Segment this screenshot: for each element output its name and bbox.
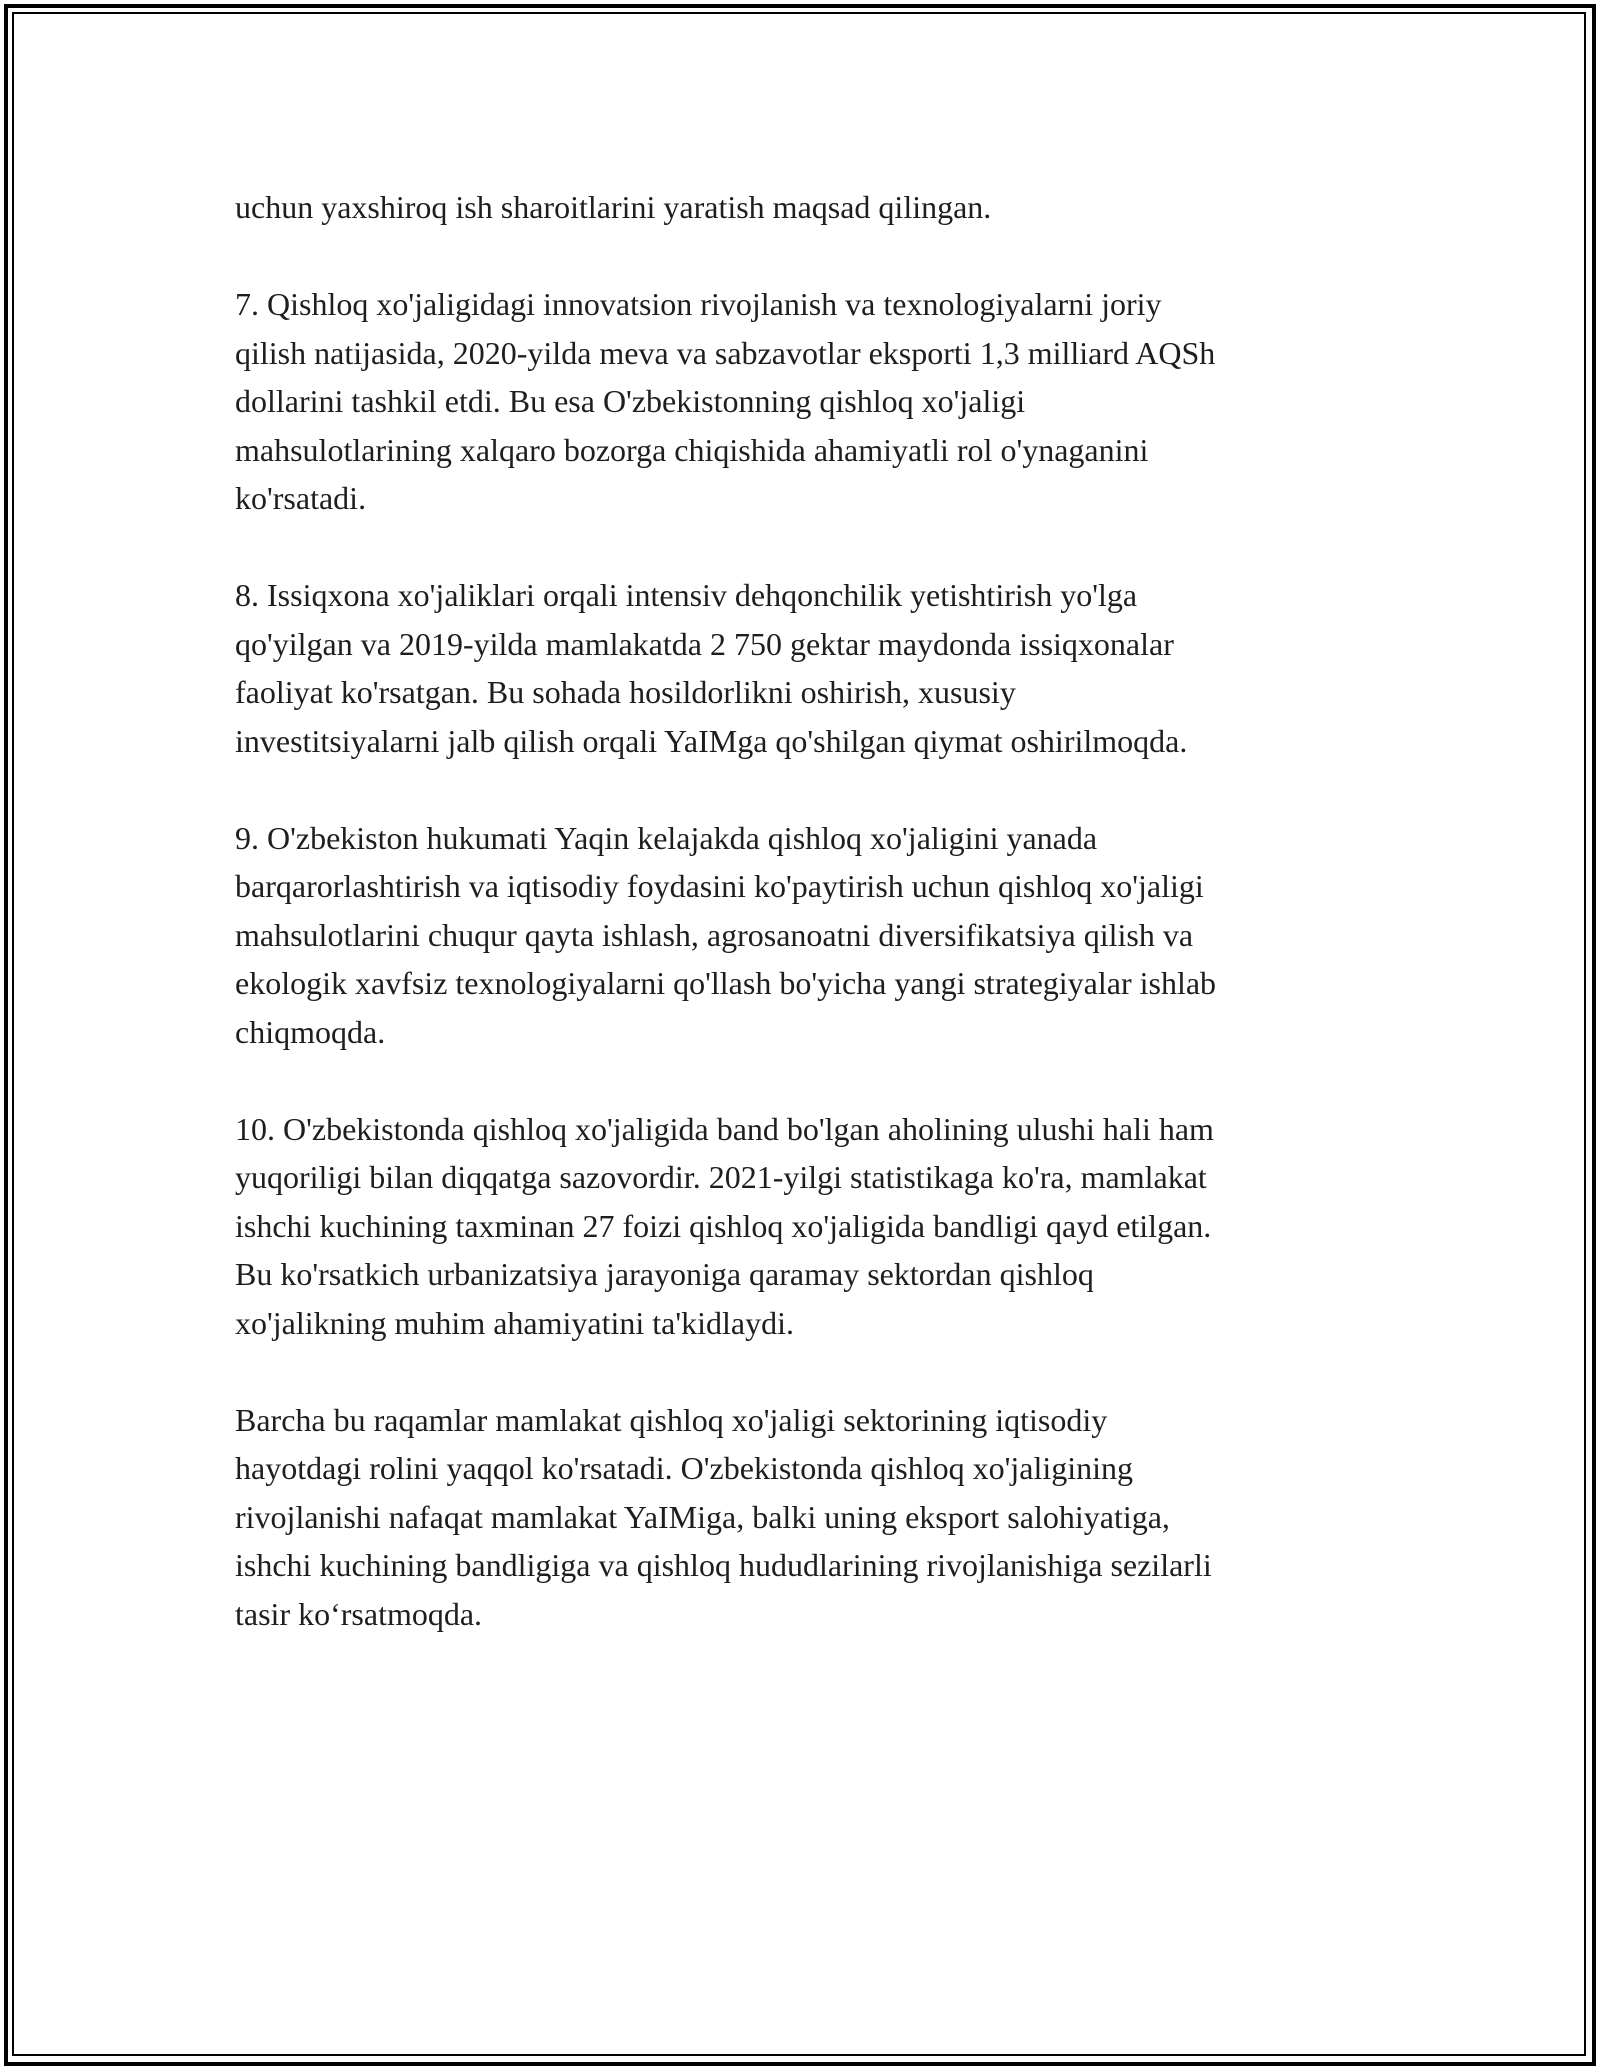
paragraph-item-9: 9. O'zbekiston hukumati Yaqin kelajakda qishloq xo'jaligini yanada barqarorlashtirish va iqtisodiy foydasini ko'paytirish uchun qishloq xo'jaligi mahsulotlarini chuqur qayta ishlash, agrosanoatni diversifikatsiya qilish va ekologik xavfsiz texnologiyalarni qo'llash bo'yicha yangi strategiyalar ishlab chiqmoqda. (235, 819, 1217, 1050)
document-body (235, 183, 1365, 1687)
paragraph-item-8: 8. Issiqxona xo'jaliklari orqali intensiv dehqonchilik yetishtirish yo'lga qo'yilgan va 2019-yilda mamlakatda 2 750 gektar maydonda issiqxonalar faoliyat ko'rsatgan. Bu sohada hosildorlikni oshirish, xususiy investitsiyalarni jalb qilish orqali YaIMga qo'shilgan qiymat oshirilmoqda. (235, 577, 1188, 759)
paragraph-intro-continuation: uchun yaxshiroq ish sharoitlarini yaratish maqsad qilingan. (235, 189, 992, 225)
paragraph-item-7: 7. Qishloq xo'jaligidagi innovatsion rivojlanish va texnologiyalarni joriy qilish natijasida, 2020-yilda meva va sabzavotlar eksporti 1,3 milliard AQSh dollarini tashkil etdi. Bu esa O'zbekistonning qishloq xo'jaligi mahsulotlarining xalqaro bozorga chiqishida ahamiyatli rol o'ynaganini ko'rsatadi. (235, 286, 1216, 516)
paragraph-conclusion: Barcha bu raqamlar mamlakat qishloq xo'jaligi sektorining iqtisodiy hayotdagi rolini yaqqol ko'rsatadi. O'zbekistonda qishloq xo'jaligining rivojlanishi nafaqat mamlakat YaIMiga, balki uning eksport salohiyatiga, ishchi kuchining bandligiga va qishloq hududlarining rivojlanishiga sezilarli tasir ko‘rsatmoqda. (235, 1401, 1212, 1632)
paragraph-item-10: 10. O'zbekistonda qishloq xo'jaligida band bo'lgan aholining ulushi hali ham yuqoriligi bilan diqqatga sazovordir. 2021-yilgi statistikaga ko'ra, mamlakat ishchi kuchining taxminan 27 foizi qishloq xo'jaligida bandligi qayd etilgan. Bu ko'rsatkich urbanizatsiya jarayoniga qaramay sektordan qishloq xo'jalikning muhim ahamiyatini ta'kidlaydi. (235, 1110, 1214, 1341)
